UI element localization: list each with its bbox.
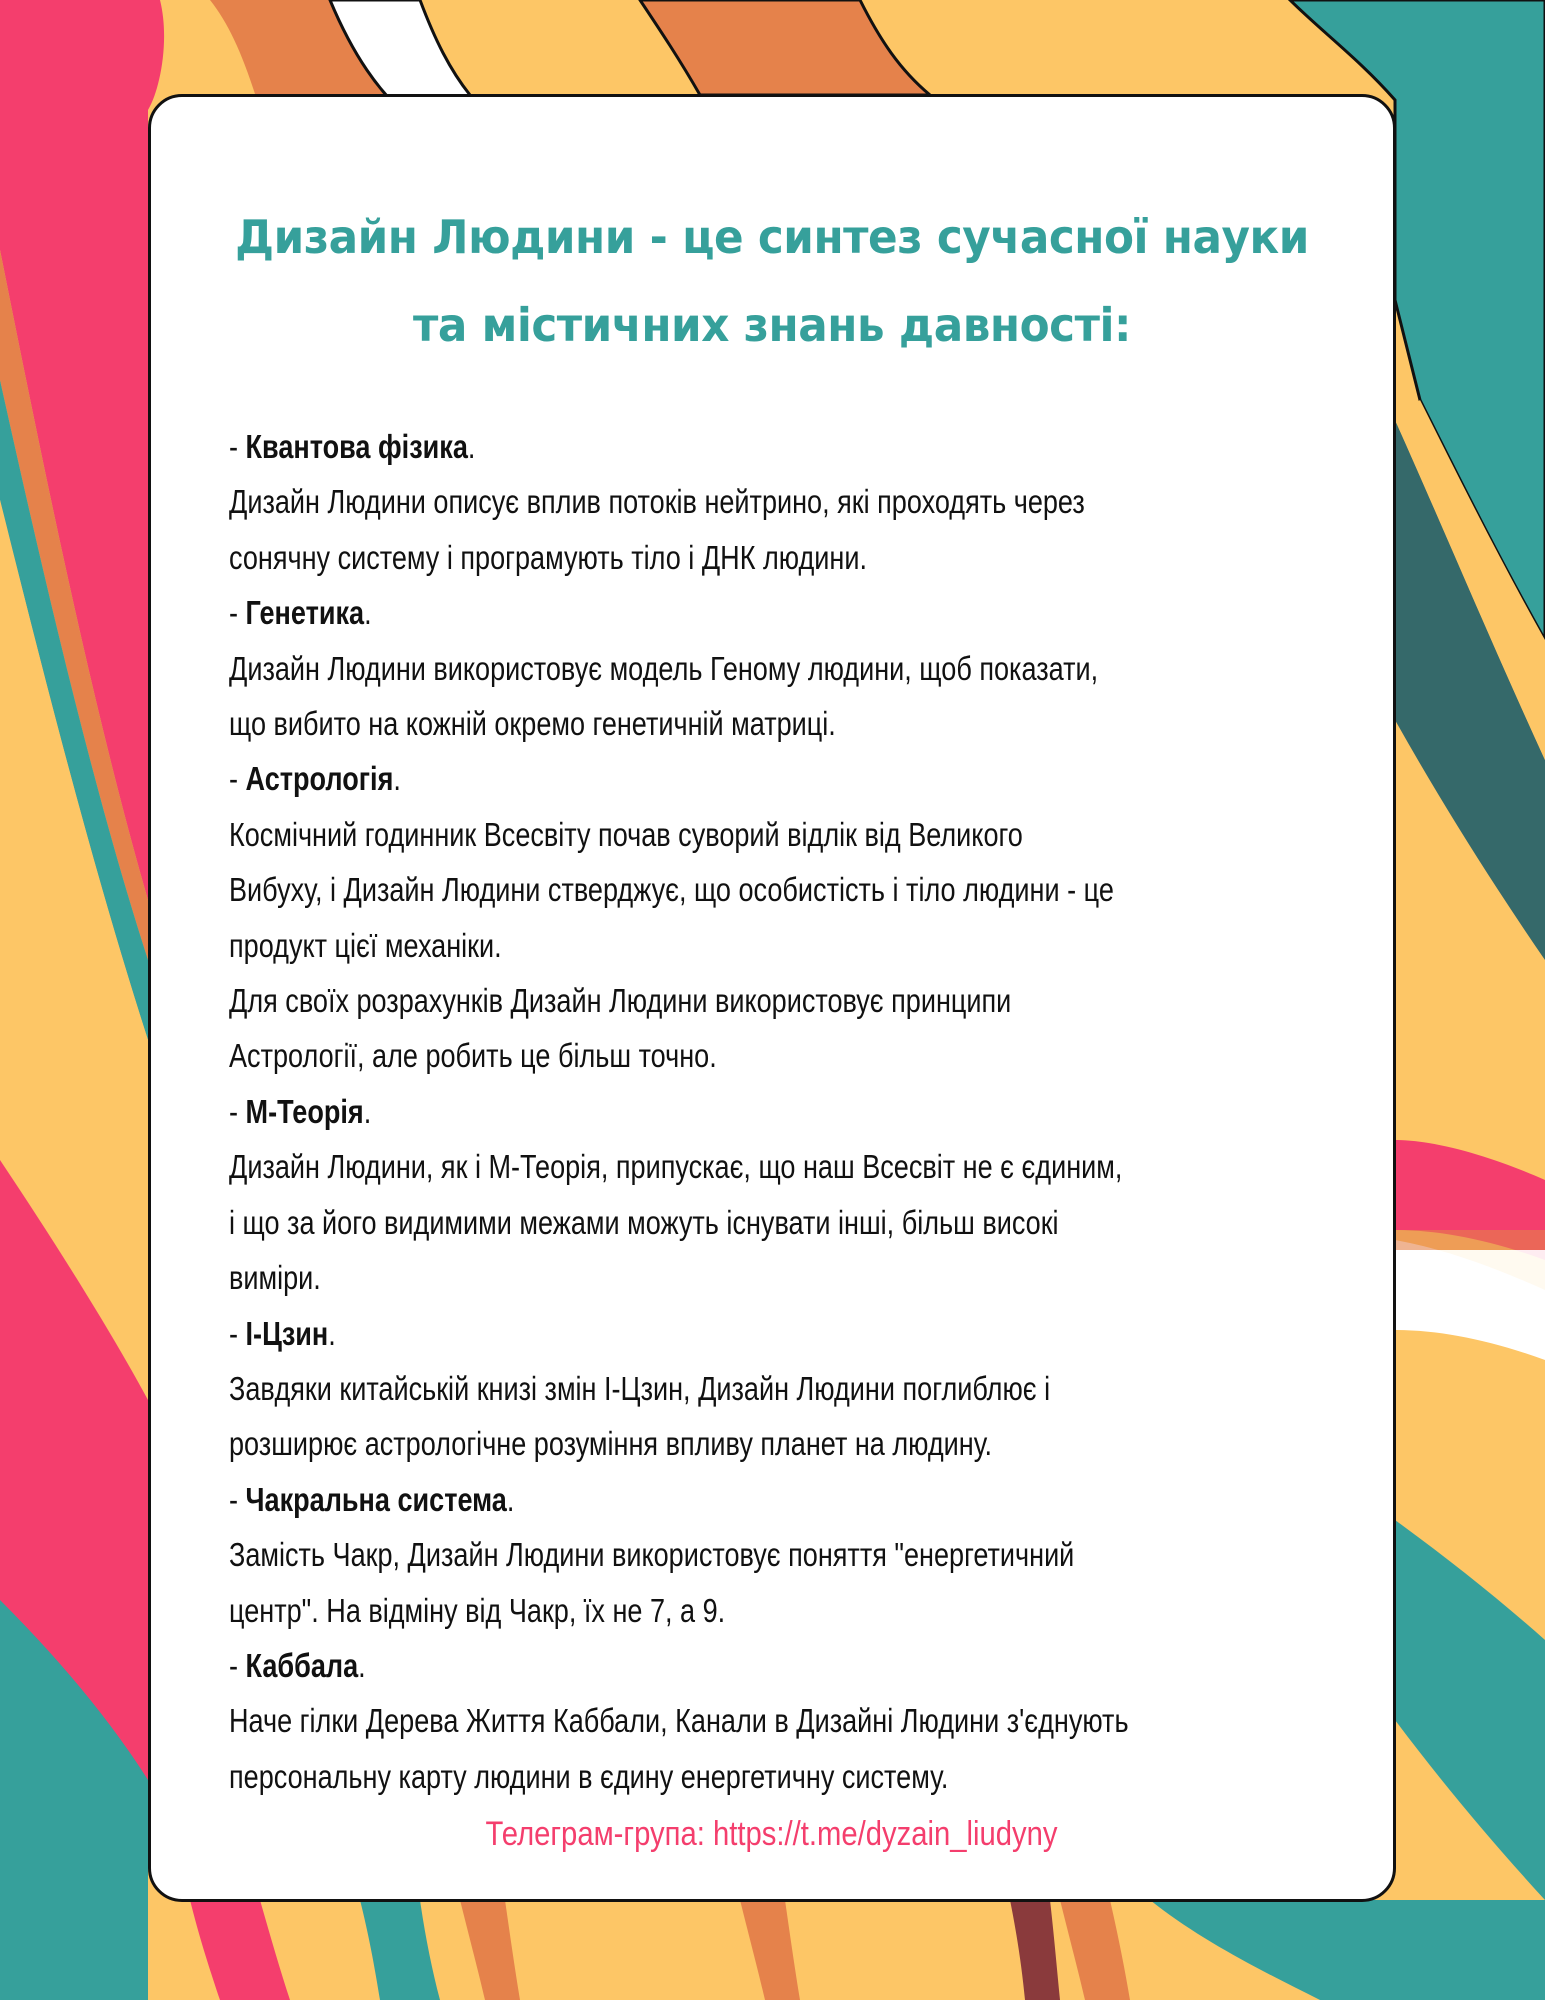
- section-text: Астрології, але робить це більш точно.: [229, 1037, 717, 1075]
- section-text: Наче гілки Дерева Життя Каббали, Канали в Дизайні Людини з'єднують: [229, 1702, 1129, 1740]
- section-heading-text: Квантова фізика: [245, 428, 468, 465]
- section-text: Вибуху, і Дизайн Людини стверджує, що особистість і тіло людини - це: [229, 871, 1114, 909]
- title-line-1: Дизайн Людини - це синтез сучасної науки: [235, 210, 1309, 264]
- section-text: Дизайн Людини, як і М-Теорія, припускає, що наш Всесвіт не є єдиним,: [229, 1148, 1123, 1186]
- section-heading-text: І-Цзин: [245, 1314, 329, 1352]
- section-heading: - Генетика.: [229, 594, 372, 632]
- section-text: розширює астрологічне розуміння впливу планет на людину.: [229, 1425, 993, 1463]
- section-text: центр". На відміну від Чакр, їх не 7, а 9.: [229, 1591, 726, 1629]
- section-text: персональну карту людини в єдину енергетичну систему.: [229, 1757, 949, 1795]
- section-heading-text: М-Теорія: [245, 1092, 364, 1130]
- section-text: що вибито на кожній окремо генетичній матриці.: [229, 705, 836, 743]
- title-line-2: та містичних знань давності:: [413, 298, 1131, 352]
- section-text: сонячну систему і програмують тіло і ДНК людини.: [229, 538, 867, 576]
- section-text: виміри.: [229, 1259, 321, 1297]
- section-text: продукт цієї механіки.: [229, 926, 502, 964]
- telegram-link[interactable]: [151, 1815, 1393, 1854]
- content-card: [148, 94, 1396, 1902]
- telegram-link-text[interactable]: Телеграм-група: https://t.me/dyzain_liudyny: [486, 1815, 1058, 1853]
- section-text: Завдяки китайській книзі змін І-Цзин, Дизайн Людини поглиблює і: [229, 1369, 1051, 1407]
- section-text: Космічний годинник Всесвіту почав суворий відлік від Великого: [229, 815, 1023, 853]
- section-heading: - М-Теорія.: [229, 1092, 372, 1130]
- section-heading-text: Генетика: [245, 594, 365, 632]
- section-heading-text: Каббала: [245, 1646, 359, 1684]
- sections-list: [229, 419, 1344, 1804]
- section-text: і що за його видимими межами можуть існувати інші, більш високі: [229, 1203, 1059, 1241]
- section-text: Дизайн Людини використовує модель Геному людини, щоб показати,: [229, 649, 1099, 687]
- section-heading: - Чакральна система.: [229, 1480, 515, 1518]
- section-heading: - І-Цзин.: [229, 1314, 336, 1352]
- section-text: Дизайн Людини описує вплив потоків нейтрино, які проходять через: [229, 483, 1085, 521]
- section-text: Замість Чакр, Дизайн Людини використовує поняття "енергетичний: [229, 1536, 1075, 1574]
- section-heading-text: Астрологія: [245, 760, 394, 798]
- section-heading: - Каббала.: [229, 1646, 366, 1684]
- section-heading: - Квантова фізика.: [229, 428, 476, 465]
- section-heading: - Астрологія.: [229, 760, 401, 798]
- section-heading-text: Чакральна система: [245, 1480, 507, 1518]
- page-title: [182, 193, 1362, 369]
- section-text: Для своїх розрахунків Дизайн Людини використовує принципи: [229, 982, 1012, 1020]
